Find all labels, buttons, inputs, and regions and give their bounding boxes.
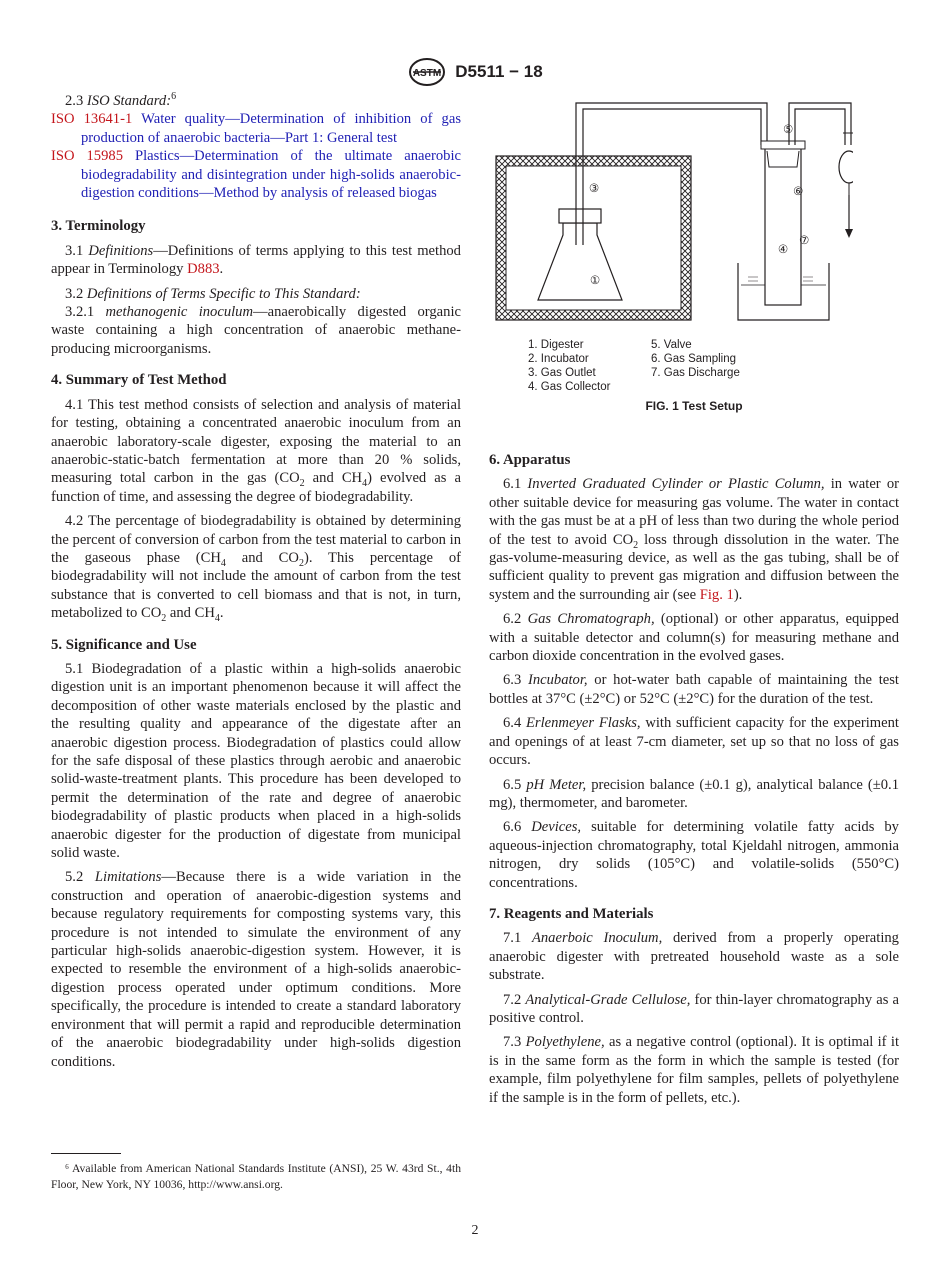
callout-7: ⑦ <box>799 235 810 247</box>
astm-logo-icon <box>407 57 447 87</box>
legend-6: 6. Gas Sampling <box>651 353 737 365</box>
legend-3: 3. Gas Outlet <box>528 367 596 379</box>
heading-reagents: 7. Reagents and Materials <box>489 905 654 922</box>
legend-7: 7. Gas Discharge <box>651 367 740 379</box>
page-header <box>0 57 950 87</box>
legend-1: 1. Digester <box>528 339 584 351</box>
astm-logo-text: ASTM <box>413 68 442 79</box>
section-2-3: 2.3 ISO Standard:$^6$ <box>65 91 177 109</box>
designation: D5511 − 18 <box>455 62 543 81</box>
callout-6: ⑥ <box>793 186 804 198</box>
para-7-1: 7.1 Anaerboic Inoculum, derived from a properly operating anaerobic digester with pretreated household waste as a sole substrate. <box>489 930 899 984</box>
heading-terminology: 3. Terminology <box>51 218 146 235</box>
para-4-2: 4.2 The percentage of biodegradability is obtained by determining the percent of conversion of carbon from the test material to carbon in the gaseous phase ($CH_4$ and $CO_2$). This percentage of biodegradability will not include the amount of carbon from the test substance that is converted to cell biomass and that is not, in turn, metabolized to $CO_2$ and $CH_4$. <box>51 513 462 625</box>
para-6-3: 6.3 Incubator, or hot-water bath capable of maintaining the test bottles at 37°C (±2°C) or 52°C (±2°C) for the duration of the test. <box>489 672 899 707</box>
heading-summary: 4. Summary of Test Method <box>51 372 227 389</box>
legend-5: 5. Valve <box>651 339 692 351</box>
callout-3: ③ <box>588 183 600 195</box>
para-5-1: 5.1 Biodegradation of a plastic within a high-solids anaerobic digestion unit is an important phenomenon because it will affect the decomposition of other waste materials enclosed by the plastic and the resulting quality and appearance of the digestate after an anaerobic digestion process. Biodegradation of plastics could allow for the safe disposal of these plastics through aerobic and anaerobic solid-waste-treatment plants. This procedure has been developed to permit the determination of the rate and degree of anaerobic biodegradability of plastic products when placed in a high-solids anaerobic digester for the production of digestate from municipal solid waste. <box>51 660 461 862</box>
test-setup-figure <box>493 95 853 395</box>
gas-collector <box>765 145 804 305</box>
figure-caption: FIG. 1 Test Setup <box>645 399 743 413</box>
para-6-4: 6.4 Erlenmeyer Flasks, with sufficient capacity for the experiment and openings of at least 7-cm diameter, set up so that no loss of gas occurs. <box>489 715 899 769</box>
right-column <box>489 445 899 1107</box>
para-7-2: 7.2 Analytical-Grade Cellulose, for thin-layer chromatography as a positive control. <box>489 991 899 1026</box>
para-5-2: 5.2 Limitations—Because there is a wide variation in the construction and operation of anaerobic-digestion systems and because regulatory requirements for composting systems vary, this procedure is not intended to simulate the environment of any particular high-solids anaerobic-digestion system. However, it is expected to resemble the environment of a high-solids anaerobic-digestion process operated under optimum conditions. More specifically, the procedure is intended to create a standard laboratory environment that will permit a rapid and reproducible determination of the anaerobic biodegradability under high-solids digestion conditions. <box>51 869 461 1070</box>
para-3-2: 3.2 Definitions of Terms Specific to This Standard: <box>65 285 361 302</box>
ref-iso-13641-1[interactable]: ISO 13641-1 Water quality—Determination of inhibition of gas production of anaerobic bacteria—Part 1: General test <box>51 111 461 146</box>
heading-apparatus: 6. Apparatus <box>489 452 571 468</box>
left-column <box>51 92 461 1071</box>
para-3-1: 3.1 Definitions—Definitions of terms applying to this test method appear in Terminology D883. <box>51 242 461 278</box>
para-6-1: 6.1 Inverted Graduated Cylinder or Plastic Column, in water or other suitable device for measuring gas volume. The water in contact with the gas must be at a pH of less than two during the whole period of the test to avoid $CO_2$ loss through dissolution in the water. The gas-volume-measuring device, as well as the gas tubing, shall be of sufficient quality to prevent gas migration and diffusion between the system and the surrounding air (see Fig. 1). <box>489 476 899 603</box>
callout-1: ① <box>589 275 601 287</box>
para-6-5: 6.5 pH Meter, precision balance (±0.1 g), analytical balance (±0.1 mg), thermometer, and barometer. <box>489 776 899 811</box>
para-6-6: 6.6 Devices, suitable for determining volatile fatty acids by aqueous-injection chromatography, total Kjeldahl nitrogen, ammonia nitrogen, dry solids (105°C) and volatile-solids (550°C) concentrations. <box>489 819 899 891</box>
legend-2: 2. Incubator <box>528 353 589 365</box>
link-d883[interactable]: D883 <box>187 261 220 278</box>
heading-significance: 5. Significance and Use <box>51 636 197 653</box>
para-6-2: 6.2 Gas Chromatograph, (optional) or other apparatus, equipped with a suitable detector and column(s) for measuring methane and carbon dioxide concentration in the evolved gases. <box>489 611 899 665</box>
ref-iso-15985[interactable]: ISO 15985 Plastics—Determination of the ultimate anaerobic biodegradability and disintegration under high-solids anaerobic-digestion conditions—Method by analysis of released biogas <box>51 148 461 202</box>
footnote-rule <box>51 1153 121 1154</box>
page-number: 2 <box>471 1223 479 1238</box>
legend-4: 4. Gas Collector <box>528 381 611 393</box>
gas-sampling-bulb <box>839 151 853 183</box>
para-4-1: 4.1 This test method consists of selection and analysis of material for testing, obtaining a concentrated anaerobic inoculum from an anaerobic laboratory-scale digester, exposing the material to an anaerobic-static-batch fermentation at more than 20 % solids, measuring total carbon in the gas ($CO_2$ and $CH_4$) evolved as a function of time, and assessing the degree of biodegradability. <box>51 396 461 505</box>
para-3-2-1: 3.2.1 methanogenic inoculum—anaerobically digested organic waste containing a high concentration of anaerobic methane-producing microorganisms. <box>51 304 461 357</box>
footnote-6: ⁶ Available from American National Standards Institute (ANSI), 25 W. 43rd St., 4th Floor, New York, NY 10036, http://www.ansi.org. <box>51 1162 461 1191</box>
link-fig-1[interactable]: Fig. 1 <box>699 586 734 603</box>
para-7-3: 7.3 Polyethylene, as a negative control (optional). It is optimal if it is in the same form as the form in which the sample is tested (for example, film polyethylene for film samples, pellets of polyethylene if the sample is in the form of pellets, etc.). <box>489 1034 899 1106</box>
callout-4: ④ <box>777 244 789 256</box>
callout-5: ⑤ <box>783 124 794 136</box>
